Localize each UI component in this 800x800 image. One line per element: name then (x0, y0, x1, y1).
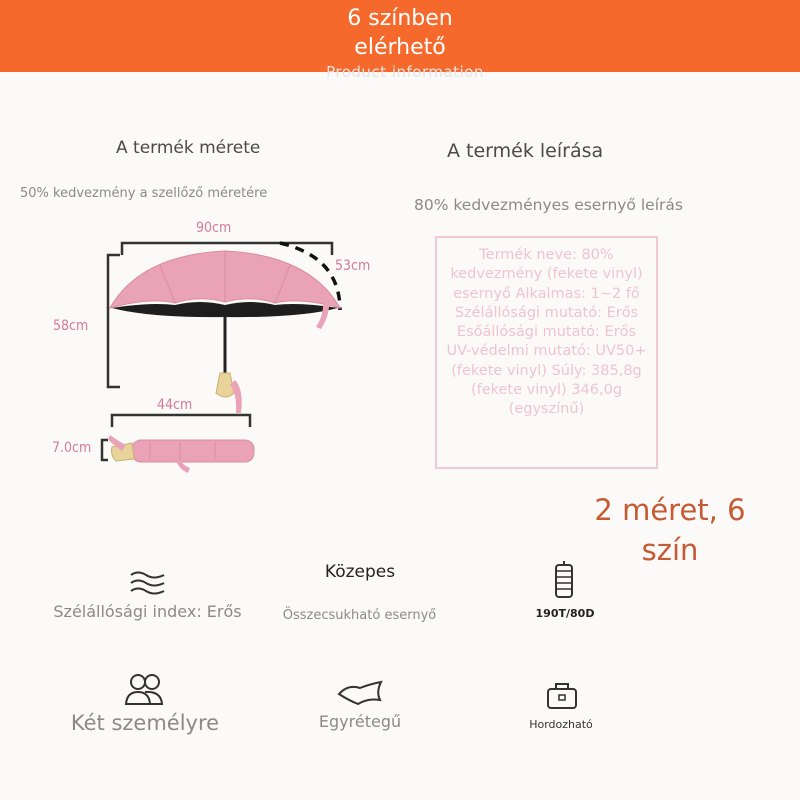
product-description-box (435, 236, 658, 469)
width-dimension-label: 90cm (196, 220, 232, 236)
ghost-section-title: Product information (326, 63, 484, 77)
foldable-heading: Közepes (324, 562, 396, 582)
description-section-subtitle: 80% kedvezményes esernyő leírás (414, 196, 683, 214)
radius-dimension-label: 53cm (335, 258, 371, 274)
top-banner (0, 0, 800, 72)
height-dimension-line (108, 255, 120, 387)
size-color-label (580, 490, 760, 570)
product-description-text: Termék neve: 80% kedvezmény (fekete vinyl) esernyő Alkalmas: 1~2 fő Szélállósági mutató: Erős Esőállósági mutató: Erős UV-védelmi mutató: UV50+ (fekete vinyl) Súly: 385,8g (fekete vinyl) 346,0g (egyszínű) (446, 247, 647, 418)
bag-icon (545, 680, 579, 710)
wind-resistance-label: Szélállósági index: Erős (53, 602, 242, 621)
size-color-line-1: 2 méret, 6 (594, 493, 746, 527)
foldable-label: Összecsukható esernyő (282, 608, 437, 623)
size-section-title: A termék mérete (116, 138, 261, 158)
size-color-line-2: szín (641, 533, 699, 567)
fabric-layer-icon (336, 678, 384, 708)
fabric-roll-icon (552, 561, 576, 601)
banner-line-1: 6 színben (347, 6, 453, 31)
size-section-subtitle: 50% kedvezmény a szellőző méretére (20, 186, 268, 201)
banner-text (250, 4, 550, 62)
height-dimension-label: 58cm (53, 318, 89, 334)
wind-icon (128, 568, 168, 598)
banner-line-2: elérhető (354, 35, 446, 60)
folded-length-line (112, 415, 250, 427)
fabric-label: 190T/80D (535, 607, 595, 620)
umbrella-underside (112, 302, 338, 317)
folded-length-label: 44cm (157, 397, 193, 413)
persons-label: Két személyre (70, 711, 220, 735)
layer-label: Egyrétegű (318, 712, 402, 731)
portable-label: Hordozható (529, 718, 593, 731)
description-section-title: A termék leírása (447, 140, 604, 162)
folded-thickness-line (102, 440, 108, 460)
folded-thickness-label: 7.0cm (52, 440, 92, 456)
two-people-icon (123, 672, 165, 706)
